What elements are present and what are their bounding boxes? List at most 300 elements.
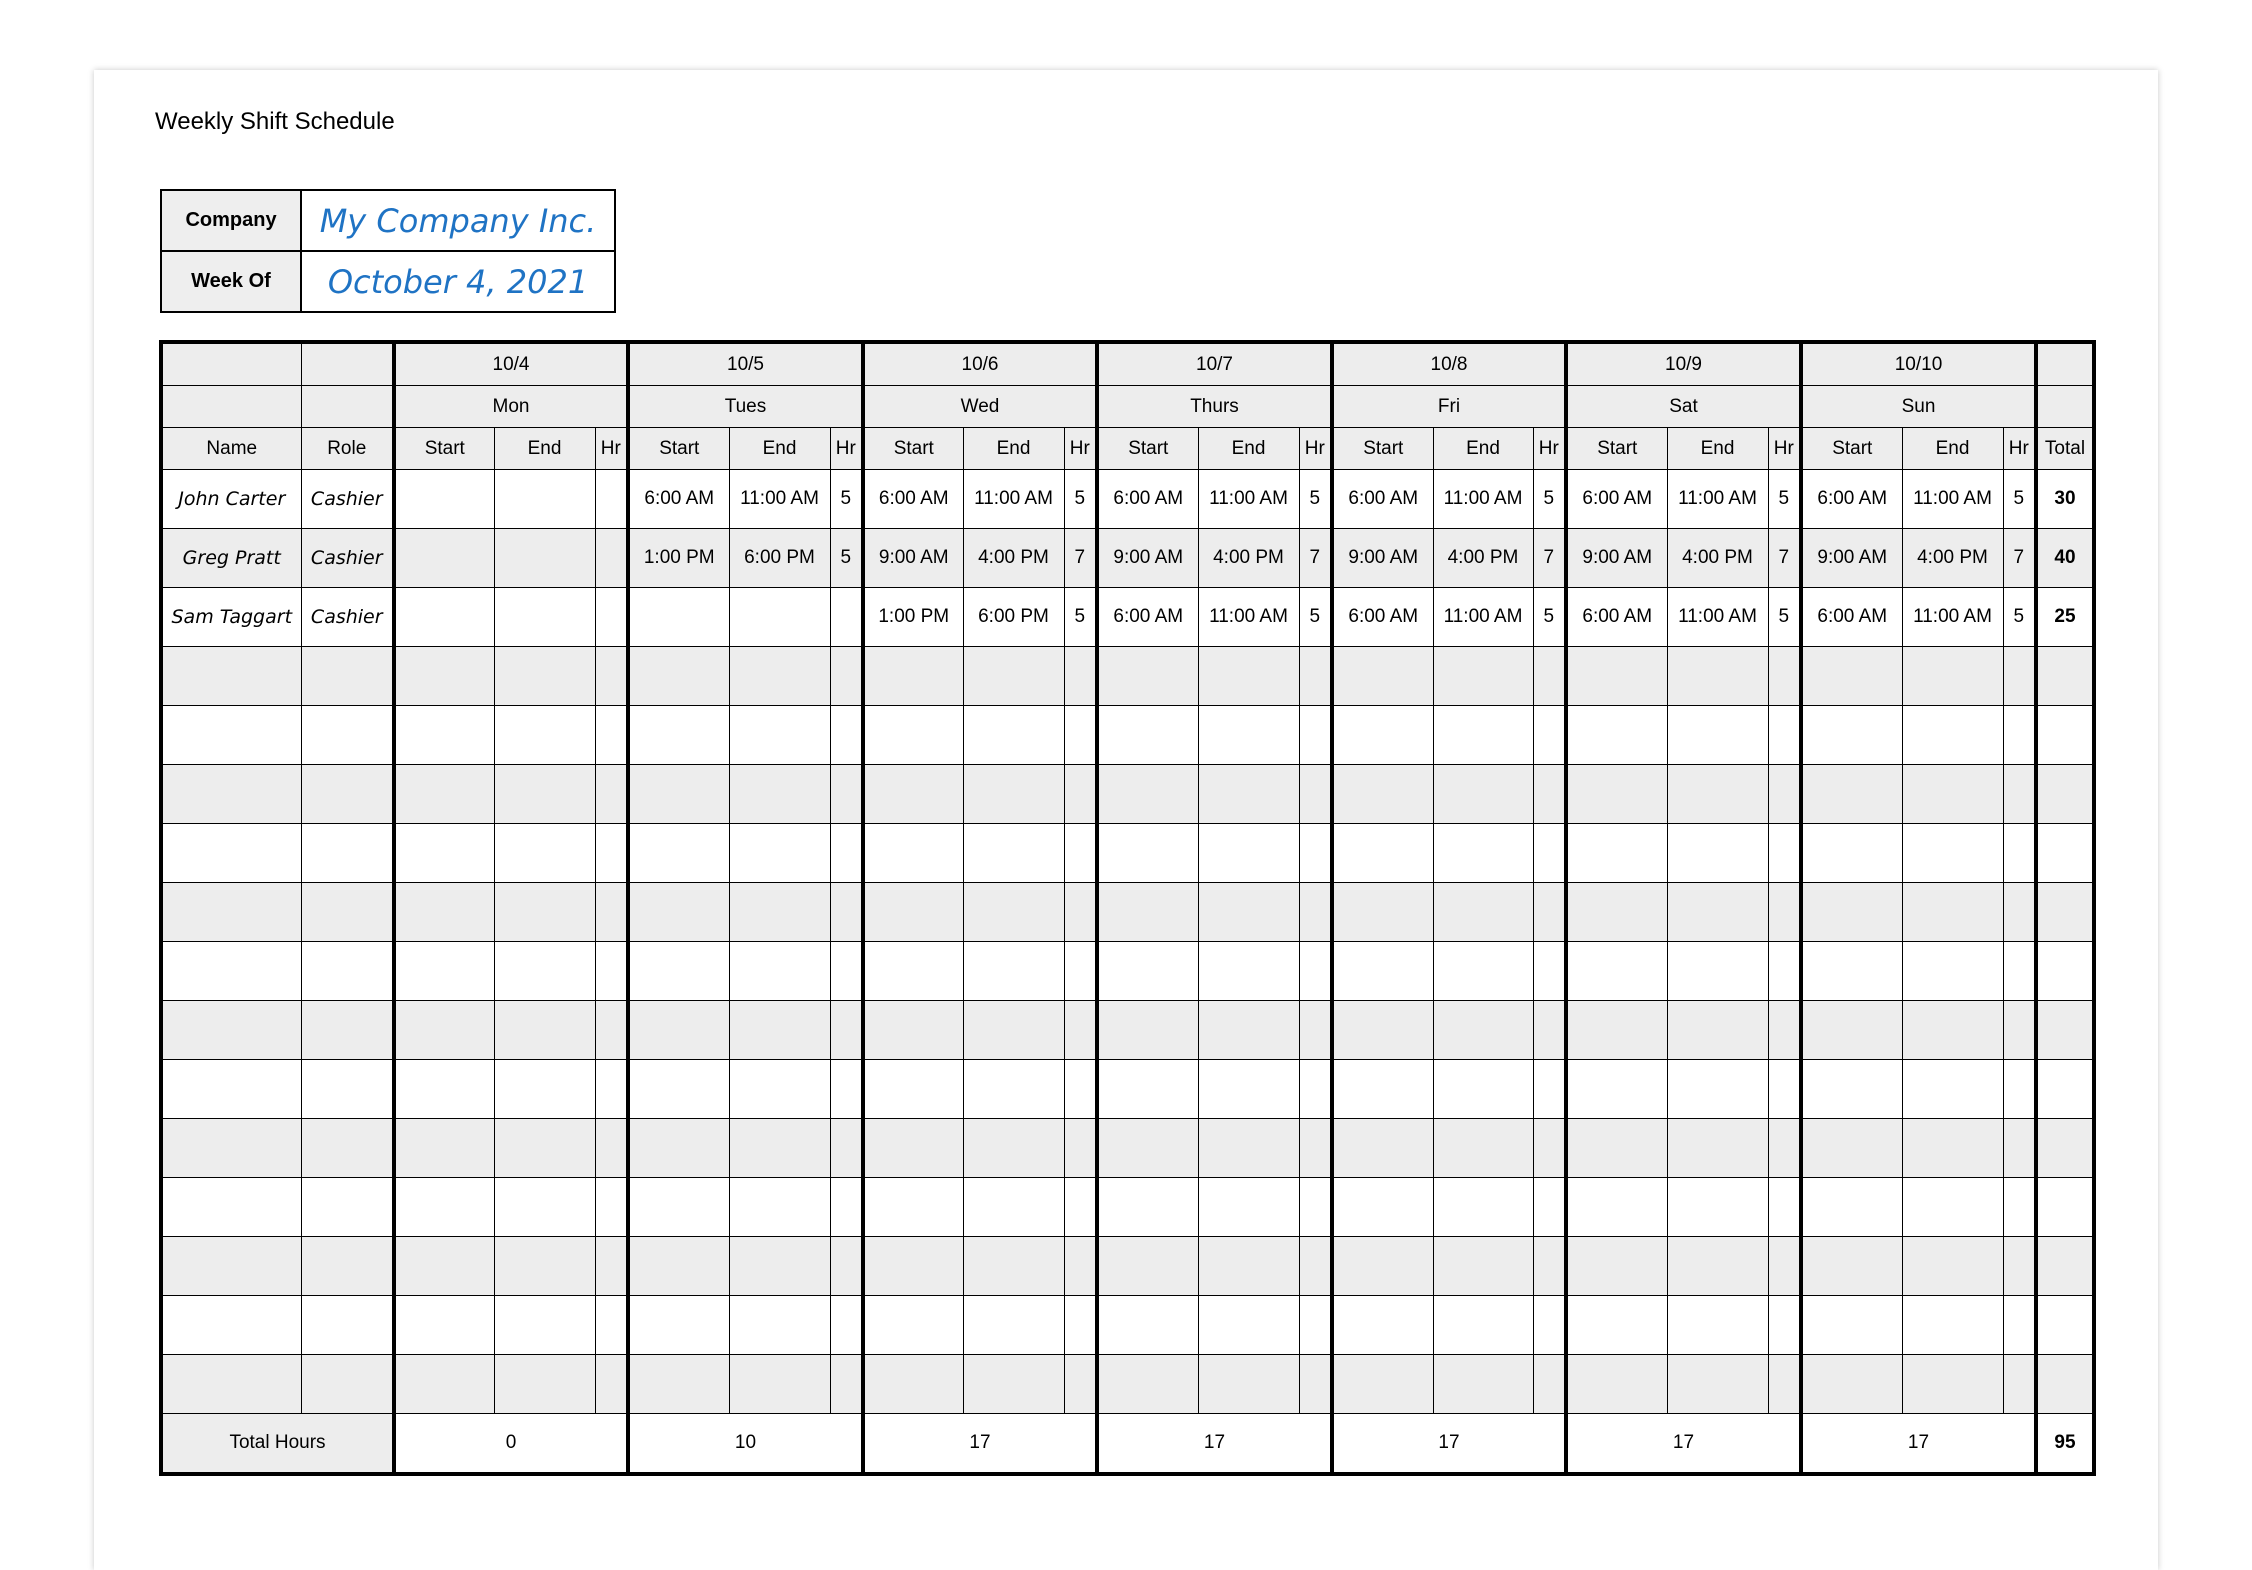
shift-end-cell[interactable]: [494, 1178, 595, 1237]
shift-end-cell[interactable]: [1902, 942, 2003, 1001]
shift-hours-cell: [2003, 1119, 2036, 1178]
shift-hours-cell: [1064, 883, 1097, 942]
employee-role-cell[interactable]: [301, 824, 394, 883]
shift-end-cell[interactable]: [1433, 1296, 1533, 1355]
shift-start-cell[interactable]: [628, 1178, 729, 1237]
employee-role-cell[interactable]: [301, 1178, 394, 1237]
shift-end-cell[interactable]: [963, 883, 1064, 942]
header-days-row: [161, 386, 2094, 428]
shift-start-cell[interactable]: [1801, 1355, 1902, 1414]
shift-end-cell[interactable]: [963, 1119, 1064, 1178]
shift-hours-cell: [1533, 883, 1566, 942]
shift-end-cell[interactable]: [1433, 1178, 1533, 1237]
shift-end-cell[interactable]: [494, 470, 595, 529]
shift-end-cell[interactable]: [729, 1355, 830, 1414]
shift-end-cell[interactable]: [1433, 706, 1533, 765]
shift-end-cell[interactable]: [494, 1060, 595, 1119]
employee-role-cell[interactable]: [301, 647, 394, 706]
shift-start-cell[interactable]: 1:00 PM: [863, 588, 963, 647]
shift-end-cell[interactable]: [963, 765, 1064, 824]
shift-start-cell[interactable]: 1:00 PM: [628, 529, 729, 588]
shift-start-cell[interactable]: [394, 1355, 494, 1414]
employee-name-cell[interactable]: [161, 883, 301, 942]
shift-start-cell[interactable]: [1332, 1355, 1433, 1414]
shift-start-cell[interactable]: [394, 824, 494, 883]
shift-start-cell[interactable]: [863, 1119, 963, 1178]
shift-start-cell[interactable]: [1097, 1296, 1198, 1355]
shift-start-cell[interactable]: 6:00 AM: [1332, 470, 1433, 529]
shift-start-cell[interactable]: [628, 1119, 729, 1178]
shift-start-cell[interactable]: [1566, 765, 1667, 824]
shift-end-cell[interactable]: [1902, 1119, 2003, 1178]
shift-end-cell[interactable]: [729, 1119, 830, 1178]
shift-end-cell[interactable]: [729, 1060, 830, 1119]
shift-end-cell[interactable]: [1433, 647, 1533, 706]
shift-end-cell[interactable]: [1902, 883, 2003, 942]
shift-end-cell[interactable]: [1667, 1296, 1768, 1355]
shift-start-cell[interactable]: [1332, 942, 1433, 1001]
shift-end-cell[interactable]: [494, 529, 595, 588]
shift-start-cell[interactable]: [1097, 706, 1198, 765]
shift-end-cell[interactable]: [1198, 1119, 1299, 1178]
shift-start-cell[interactable]: [1566, 824, 1667, 883]
employee-name-cell[interactable]: [161, 1355, 301, 1414]
employee-name-cell[interactable]: [161, 706, 301, 765]
shift-end-cell[interactable]: [729, 942, 830, 1001]
employee-role-cell[interactable]: Cashier: [301, 470, 394, 529]
shift-start-cell[interactable]: [1566, 1237, 1667, 1296]
shift-end-cell[interactable]: [729, 1178, 830, 1237]
shift-end-cell[interactable]: 4:00 PM: [963, 529, 1064, 588]
shift-end-cell[interactable]: [1667, 1119, 1768, 1178]
shift-end-cell[interactable]: [1433, 942, 1533, 1001]
week-of-label: Week Of: [161, 251, 301, 312]
shift-start-cell[interactable]: [1566, 647, 1667, 706]
shift-start-cell[interactable]: [863, 942, 963, 1001]
shift-end-cell[interactable]: [1198, 1355, 1299, 1414]
shift-start-cell[interactable]: [1097, 883, 1198, 942]
shift-start-cell[interactable]: [1097, 1178, 1198, 1237]
shift-start-cell[interactable]: [1332, 1060, 1433, 1119]
shift-hours-cell: [595, 942, 628, 1001]
shift-end-cell[interactable]: [1433, 765, 1533, 824]
shift-start-cell[interactable]: [628, 765, 729, 824]
shift-end-cell[interactable]: [494, 1001, 595, 1060]
employee-role-cell[interactable]: Cashier: [301, 529, 394, 588]
shift-start-cell[interactable]: [863, 824, 963, 883]
shift-hours-cell: [830, 1355, 863, 1414]
day-total-cell: 10: [628, 1414, 863, 1475]
week-of-value[interactable]: October 4, 2021: [301, 251, 615, 312]
shift-hours-cell: [2003, 1060, 2036, 1119]
shift-start-cell[interactable]: [1332, 824, 1433, 883]
shift-hours-cell: [1768, 883, 1801, 942]
shift-start-cell[interactable]: [1097, 765, 1198, 824]
shift-start-cell[interactable]: [863, 706, 963, 765]
shift-end-cell[interactable]: [1902, 1001, 2003, 1060]
shift-start-cell[interactable]: [1332, 1001, 1433, 1060]
shift-end-cell[interactable]: [729, 647, 830, 706]
shift-end-cell[interactable]: [1433, 1237, 1533, 1296]
shift-end-cell[interactable]: [1198, 1296, 1299, 1355]
shift-start-cell[interactable]: [394, 470, 494, 529]
employee-role-cell[interactable]: [301, 942, 394, 1001]
shift-end-cell[interactable]: [1198, 824, 1299, 883]
shift-start-cell[interactable]: [1801, 1178, 1902, 1237]
shift-start-cell[interactable]: [394, 1001, 494, 1060]
shift-end-cell[interactable]: [494, 706, 595, 765]
employee-role-cell[interactable]: [301, 1060, 394, 1119]
shift-start-cell[interactable]: [1097, 1001, 1198, 1060]
shift-end-cell[interactable]: [729, 706, 830, 765]
shift-end-cell[interactable]: 11:00 AM: [1902, 588, 2003, 647]
shift-end-cell[interactable]: [1667, 1178, 1768, 1237]
shift-start-cell[interactable]: [1097, 1355, 1198, 1414]
shift-start-cell[interactable]: [863, 1237, 963, 1296]
shift-start-cell[interactable]: [394, 765, 494, 824]
shift-start-cell[interactable]: [1801, 942, 1902, 1001]
shift-start-cell[interactable]: [1801, 1060, 1902, 1119]
shift-end-cell[interactable]: [729, 824, 830, 883]
shift-end-cell[interactable]: 11:00 AM: [1667, 588, 1768, 647]
shift-end-cell[interactable]: [1198, 1178, 1299, 1237]
table-row: [161, 765, 2094, 824]
date-header: 10/4: [394, 342, 628, 386]
shift-end-cell[interactable]: [1667, 647, 1768, 706]
shift-hours-cell: [1768, 1060, 1801, 1119]
shift-start-cell[interactable]: [863, 1296, 963, 1355]
shift-end-cell[interactable]: [1198, 1237, 1299, 1296]
shift-start-cell[interactable]: [628, 647, 729, 706]
shift-end-cell[interactable]: [1902, 647, 2003, 706]
shift-end-cell[interactable]: [1667, 1001, 1768, 1060]
shift-start-cell[interactable]: [1801, 647, 1902, 706]
shift-hours-cell: [1299, 824, 1332, 883]
employee-role-cell[interactable]: [301, 883, 394, 942]
shift-end-cell[interactable]: [494, 1119, 595, 1178]
shift-hours-cell: [2003, 647, 2036, 706]
shift-end-cell[interactable]: [1433, 1060, 1533, 1119]
employee-role-cell[interactable]: [301, 1355, 394, 1414]
shift-end-cell[interactable]: [729, 1001, 830, 1060]
shift-start-cell[interactable]: [1332, 1237, 1433, 1296]
shift-end-cell[interactable]: [1902, 1237, 2003, 1296]
shift-hours-cell: [830, 1296, 863, 1355]
shift-end-cell[interactable]: [1902, 1355, 2003, 1414]
shift-end-cell[interactable]: 11:00 AM: [729, 470, 830, 529]
shift-end-cell[interactable]: 11:00 AM: [1433, 470, 1533, 529]
employee-role-cell[interactable]: [301, 1119, 394, 1178]
shift-end-cell[interactable]: [494, 1355, 595, 1414]
info-table: [160, 189, 616, 313]
shift-start-cell[interactable]: [863, 647, 963, 706]
day-total-cell: 17: [863, 1414, 1097, 1475]
shift-start-cell[interactable]: 6:00 AM: [1097, 588, 1198, 647]
shift-end-cell[interactable]: 11:00 AM: [1902, 470, 2003, 529]
shift-end-cell[interactable]: 4:00 PM: [1433, 529, 1533, 588]
shift-start-cell[interactable]: [1566, 883, 1667, 942]
shift-end-cell[interactable]: [1902, 1178, 2003, 1237]
shift-start-cell[interactable]: 6:00 AM: [863, 470, 963, 529]
shift-end-cell[interactable]: [1667, 824, 1768, 883]
shift-end-cell[interactable]: [494, 883, 595, 942]
shift-end-cell[interactable]: [963, 942, 1064, 1001]
employee-name-cell[interactable]: [161, 1001, 301, 1060]
shift-start-cell[interactable]: [1097, 824, 1198, 883]
shift-start-cell[interactable]: 6:00 AM: [1566, 588, 1667, 647]
shift-start-cell[interactable]: [1332, 883, 1433, 942]
shift-start-cell[interactable]: 9:00 AM: [1801, 529, 1902, 588]
shift-hours-cell: 5: [1533, 470, 1566, 529]
shift-end-cell[interactable]: [1433, 883, 1533, 942]
shift-hours-cell: [1064, 1119, 1097, 1178]
shift-hours-cell: [1299, 1001, 1332, 1060]
shift-end-cell[interactable]: 6:00 PM: [963, 588, 1064, 647]
shift-start-cell[interactable]: [1097, 1237, 1198, 1296]
shift-start-cell[interactable]: [628, 1355, 729, 1414]
shift-start-cell[interactable]: [1332, 647, 1433, 706]
employee-name-cell[interactable]: [161, 1119, 301, 1178]
shift-start-cell[interactable]: 6:00 AM: [1801, 588, 1902, 647]
table-row: [161, 1296, 2094, 1355]
shift-end-cell[interactable]: [1198, 883, 1299, 942]
shift-end-cell[interactable]: [1667, 1060, 1768, 1119]
company-label: Company: [161, 190, 301, 251]
shift-end-cell[interactable]: [1667, 1355, 1768, 1414]
shift-end-cell[interactable]: 11:00 AM: [1433, 588, 1533, 647]
shift-start-cell[interactable]: 6:00 AM: [1332, 588, 1433, 647]
table-row: [161, 942, 2094, 1001]
shift-start-cell[interactable]: [1097, 1060, 1198, 1119]
employee-name-cell[interactable]: [161, 824, 301, 883]
shift-end-cell[interactable]: [1667, 942, 1768, 1001]
total-hours-label: Total Hours: [161, 1414, 394, 1475]
shift-end-cell[interactable]: [1198, 1060, 1299, 1119]
shift-end-cell[interactable]: [1902, 765, 2003, 824]
employee-name-cell[interactable]: [161, 1060, 301, 1119]
shift-hours-cell: [1064, 1296, 1097, 1355]
shift-start-cell[interactable]: [1097, 1119, 1198, 1178]
shift-hours-cell: [1299, 1296, 1332, 1355]
shift-start-cell[interactable]: 6:00 AM: [1097, 470, 1198, 529]
table-row: [161, 1001, 2094, 1060]
shift-end-cell[interactable]: [963, 1178, 1064, 1237]
shift-end-cell[interactable]: [1198, 647, 1299, 706]
shift-start-cell[interactable]: [628, 706, 729, 765]
shift-start-cell[interactable]: [394, 529, 494, 588]
employee-role-cell[interactable]: [301, 765, 394, 824]
shift-end-cell[interactable]: [1902, 706, 2003, 765]
shift-start-cell[interactable]: [1801, 883, 1902, 942]
shift-start-cell[interactable]: [628, 1001, 729, 1060]
shift-start-cell[interactable]: [394, 647, 494, 706]
shift-end-cell[interactable]: [1902, 1060, 2003, 1119]
hr-column-header: Hr: [1299, 428, 1332, 470]
shift-start-cell[interactable]: [394, 1119, 494, 1178]
shift-start-cell[interactable]: [1801, 824, 1902, 883]
shift-start-cell[interactable]: 9:00 AM: [1332, 529, 1433, 588]
employee-name-cell[interactable]: [161, 1237, 301, 1296]
shift-hours-cell: [830, 1178, 863, 1237]
employee-name-cell[interactable]: John Carter: [161, 470, 301, 529]
company-value[interactable]: My Company Inc.: [301, 190, 615, 251]
shift-end-cell[interactable]: [1198, 942, 1299, 1001]
shift-start-cell[interactable]: [1566, 706, 1667, 765]
shift-hours-cell: [595, 824, 628, 883]
shift-start-cell[interactable]: [863, 1001, 963, 1060]
shift-start-cell[interactable]: [394, 942, 494, 1001]
shift-end-cell[interactable]: 11:00 AM: [1667, 470, 1768, 529]
shift-start-cell[interactable]: [394, 1060, 494, 1119]
shift-start-cell[interactable]: [628, 883, 729, 942]
shift-start-cell[interactable]: [1566, 1296, 1667, 1355]
employee-name-cell[interactable]: [161, 942, 301, 1001]
shift-start-cell[interactable]: [1801, 765, 1902, 824]
shift-end-cell[interactable]: [729, 883, 830, 942]
shift-end-cell[interactable]: [494, 647, 595, 706]
shift-end-cell[interactable]: 6:00 PM: [729, 529, 830, 588]
shift-start-cell[interactable]: [628, 1237, 729, 1296]
shift-start-cell[interactable]: 9:00 AM: [863, 529, 963, 588]
shift-end-cell[interactable]: [963, 1060, 1064, 1119]
shift-end-cell[interactable]: [963, 706, 1064, 765]
shift-start-cell[interactable]: [863, 1178, 963, 1237]
shift-end-cell[interactable]: [494, 765, 595, 824]
employee-role-cell[interactable]: [301, 1001, 394, 1060]
shift-start-cell[interactable]: [1097, 942, 1198, 1001]
shift-end-cell[interactable]: [1433, 824, 1533, 883]
shift-hours-cell: [595, 470, 628, 529]
shift-end-cell[interactable]: [729, 588, 830, 647]
shift-end-cell[interactable]: [1198, 1001, 1299, 1060]
shift-start-cell[interactable]: [1332, 1119, 1433, 1178]
shift-start-cell[interactable]: [628, 1296, 729, 1355]
shift-hours-cell: [595, 1119, 628, 1178]
shift-start-cell[interactable]: [1097, 647, 1198, 706]
shift-end-cell[interactable]: [1902, 824, 2003, 883]
shift-start-cell[interactable]: [1566, 1355, 1667, 1414]
shift-start-cell[interactable]: [628, 588, 729, 647]
shift-end-cell[interactable]: [729, 1296, 830, 1355]
shift-hours-cell: [1064, 1237, 1097, 1296]
employee-name-cell[interactable]: [161, 1178, 301, 1237]
shift-end-cell[interactable]: [963, 647, 1064, 706]
shift-end-cell[interactable]: [1667, 706, 1768, 765]
shift-end-cell[interactable]: [494, 942, 595, 1001]
shift-start-cell[interactable]: [1801, 706, 1902, 765]
shift-end-cell[interactable]: [1667, 883, 1768, 942]
header-blank: [161, 386, 301, 428]
shift-end-cell[interactable]: [1667, 765, 1768, 824]
shift-end-cell[interactable]: [1433, 1355, 1533, 1414]
shift-end-cell[interactable]: [963, 1237, 1064, 1296]
shift-end-cell[interactable]: [1198, 706, 1299, 765]
shift-end-cell[interactable]: 11:00 AM: [1198, 588, 1299, 647]
employee-name-cell[interactable]: Greg Pratt: [161, 529, 301, 588]
shift-start-cell[interactable]: [863, 765, 963, 824]
shift-start-cell[interactable]: [394, 588, 494, 647]
shift-end-cell[interactable]: [494, 588, 595, 647]
shift-end-cell[interactable]: [1198, 765, 1299, 824]
shift-start-cell[interactable]: [394, 1296, 494, 1355]
shift-start-cell[interactable]: [394, 1237, 494, 1296]
shift-end-cell[interactable]: 11:00 AM: [1198, 470, 1299, 529]
shift-end-cell[interactable]: [963, 824, 1064, 883]
shift-end-cell[interactable]: 4:00 PM: [1667, 529, 1768, 588]
shift-start-cell[interactable]: [1801, 1296, 1902, 1355]
shift-hours-cell: [2003, 1237, 2036, 1296]
shift-start-cell[interactable]: [1801, 1001, 1902, 1060]
shift-end-cell[interactable]: 11:00 AM: [963, 470, 1064, 529]
shift-start-cell[interactable]: [1332, 765, 1433, 824]
shift-end-cell[interactable]: [1902, 1296, 2003, 1355]
shift-hours-cell: [595, 529, 628, 588]
shift-end-cell[interactable]: [963, 1355, 1064, 1414]
end-column-header: End: [1433, 428, 1533, 470]
shift-start-cell[interactable]: [863, 883, 963, 942]
shift-start-cell[interactable]: 6:00 AM: [628, 470, 729, 529]
shift-start-cell[interactable]: [1332, 706, 1433, 765]
shift-end-cell[interactable]: [1433, 1119, 1533, 1178]
employee-name-cell[interactable]: [161, 647, 301, 706]
shift-end-cell[interactable]: 4:00 PM: [1902, 529, 2003, 588]
shift-start-cell[interactable]: [1566, 942, 1667, 1001]
shift-start-cell[interactable]: [863, 1060, 963, 1119]
shift-start-cell[interactable]: [394, 883, 494, 942]
shift-start-cell[interactable]: [1332, 1296, 1433, 1355]
shift-start-cell[interactable]: [1566, 1001, 1667, 1060]
shift-start-cell[interactable]: [1566, 1178, 1667, 1237]
employee-name-cell[interactable]: [161, 765, 301, 824]
shift-end-cell[interactable]: [494, 824, 595, 883]
shift-end-cell[interactable]: [1667, 1237, 1768, 1296]
shift-end-cell[interactable]: [494, 1296, 595, 1355]
shift-end-cell[interactable]: [963, 1001, 1064, 1060]
employee-total-cell: 40: [2036, 529, 2094, 588]
shift-start-cell[interactable]: [394, 706, 494, 765]
shift-start-cell[interactable]: [1332, 1178, 1433, 1237]
shift-start-cell[interactable]: 6:00 AM: [1566, 470, 1667, 529]
shift-start-cell[interactable]: [863, 1355, 963, 1414]
shift-end-cell[interactable]: [729, 1237, 830, 1296]
employee-name-cell[interactable]: Sam Taggart: [161, 588, 301, 647]
shift-start-cell[interactable]: 6:00 AM: [1801, 470, 1902, 529]
shift-hours-cell: [595, 1296, 628, 1355]
shift-start-cell[interactable]: 9:00 AM: [1566, 529, 1667, 588]
shift-start-cell[interactable]: 9:00 AM: [1097, 529, 1198, 588]
employee-role-cell[interactable]: [301, 706, 394, 765]
shift-end-cell[interactable]: [963, 1296, 1064, 1355]
shift-start-cell[interactable]: [1566, 1060, 1667, 1119]
shift-end-cell[interactable]: 4:00 PM: [1198, 529, 1299, 588]
grand-total-cell: 95: [2036, 1414, 2094, 1475]
shift-start-cell[interactable]: [628, 824, 729, 883]
employee-role-cell[interactable]: [301, 1296, 394, 1355]
employee-name-cell[interactable]: [161, 1296, 301, 1355]
shift-start-cell[interactable]: [394, 1178, 494, 1237]
employee-role-cell[interactable]: Cashier: [301, 588, 394, 647]
shift-start-cell[interactable]: [1801, 1119, 1902, 1178]
shift-start-cell[interactable]: [628, 1060, 729, 1119]
day-header: Fri: [1332, 386, 1566, 428]
shift-end-cell[interactable]: [1433, 1001, 1533, 1060]
shift-start-cell[interactable]: [1566, 1119, 1667, 1178]
shift-start-cell[interactable]: [628, 942, 729, 1001]
shift-end-cell[interactable]: [494, 1237, 595, 1296]
employee-role-cell[interactable]: [301, 1237, 394, 1296]
shift-start-cell[interactable]: [1801, 1237, 1902, 1296]
shift-end-cell[interactable]: [729, 765, 830, 824]
